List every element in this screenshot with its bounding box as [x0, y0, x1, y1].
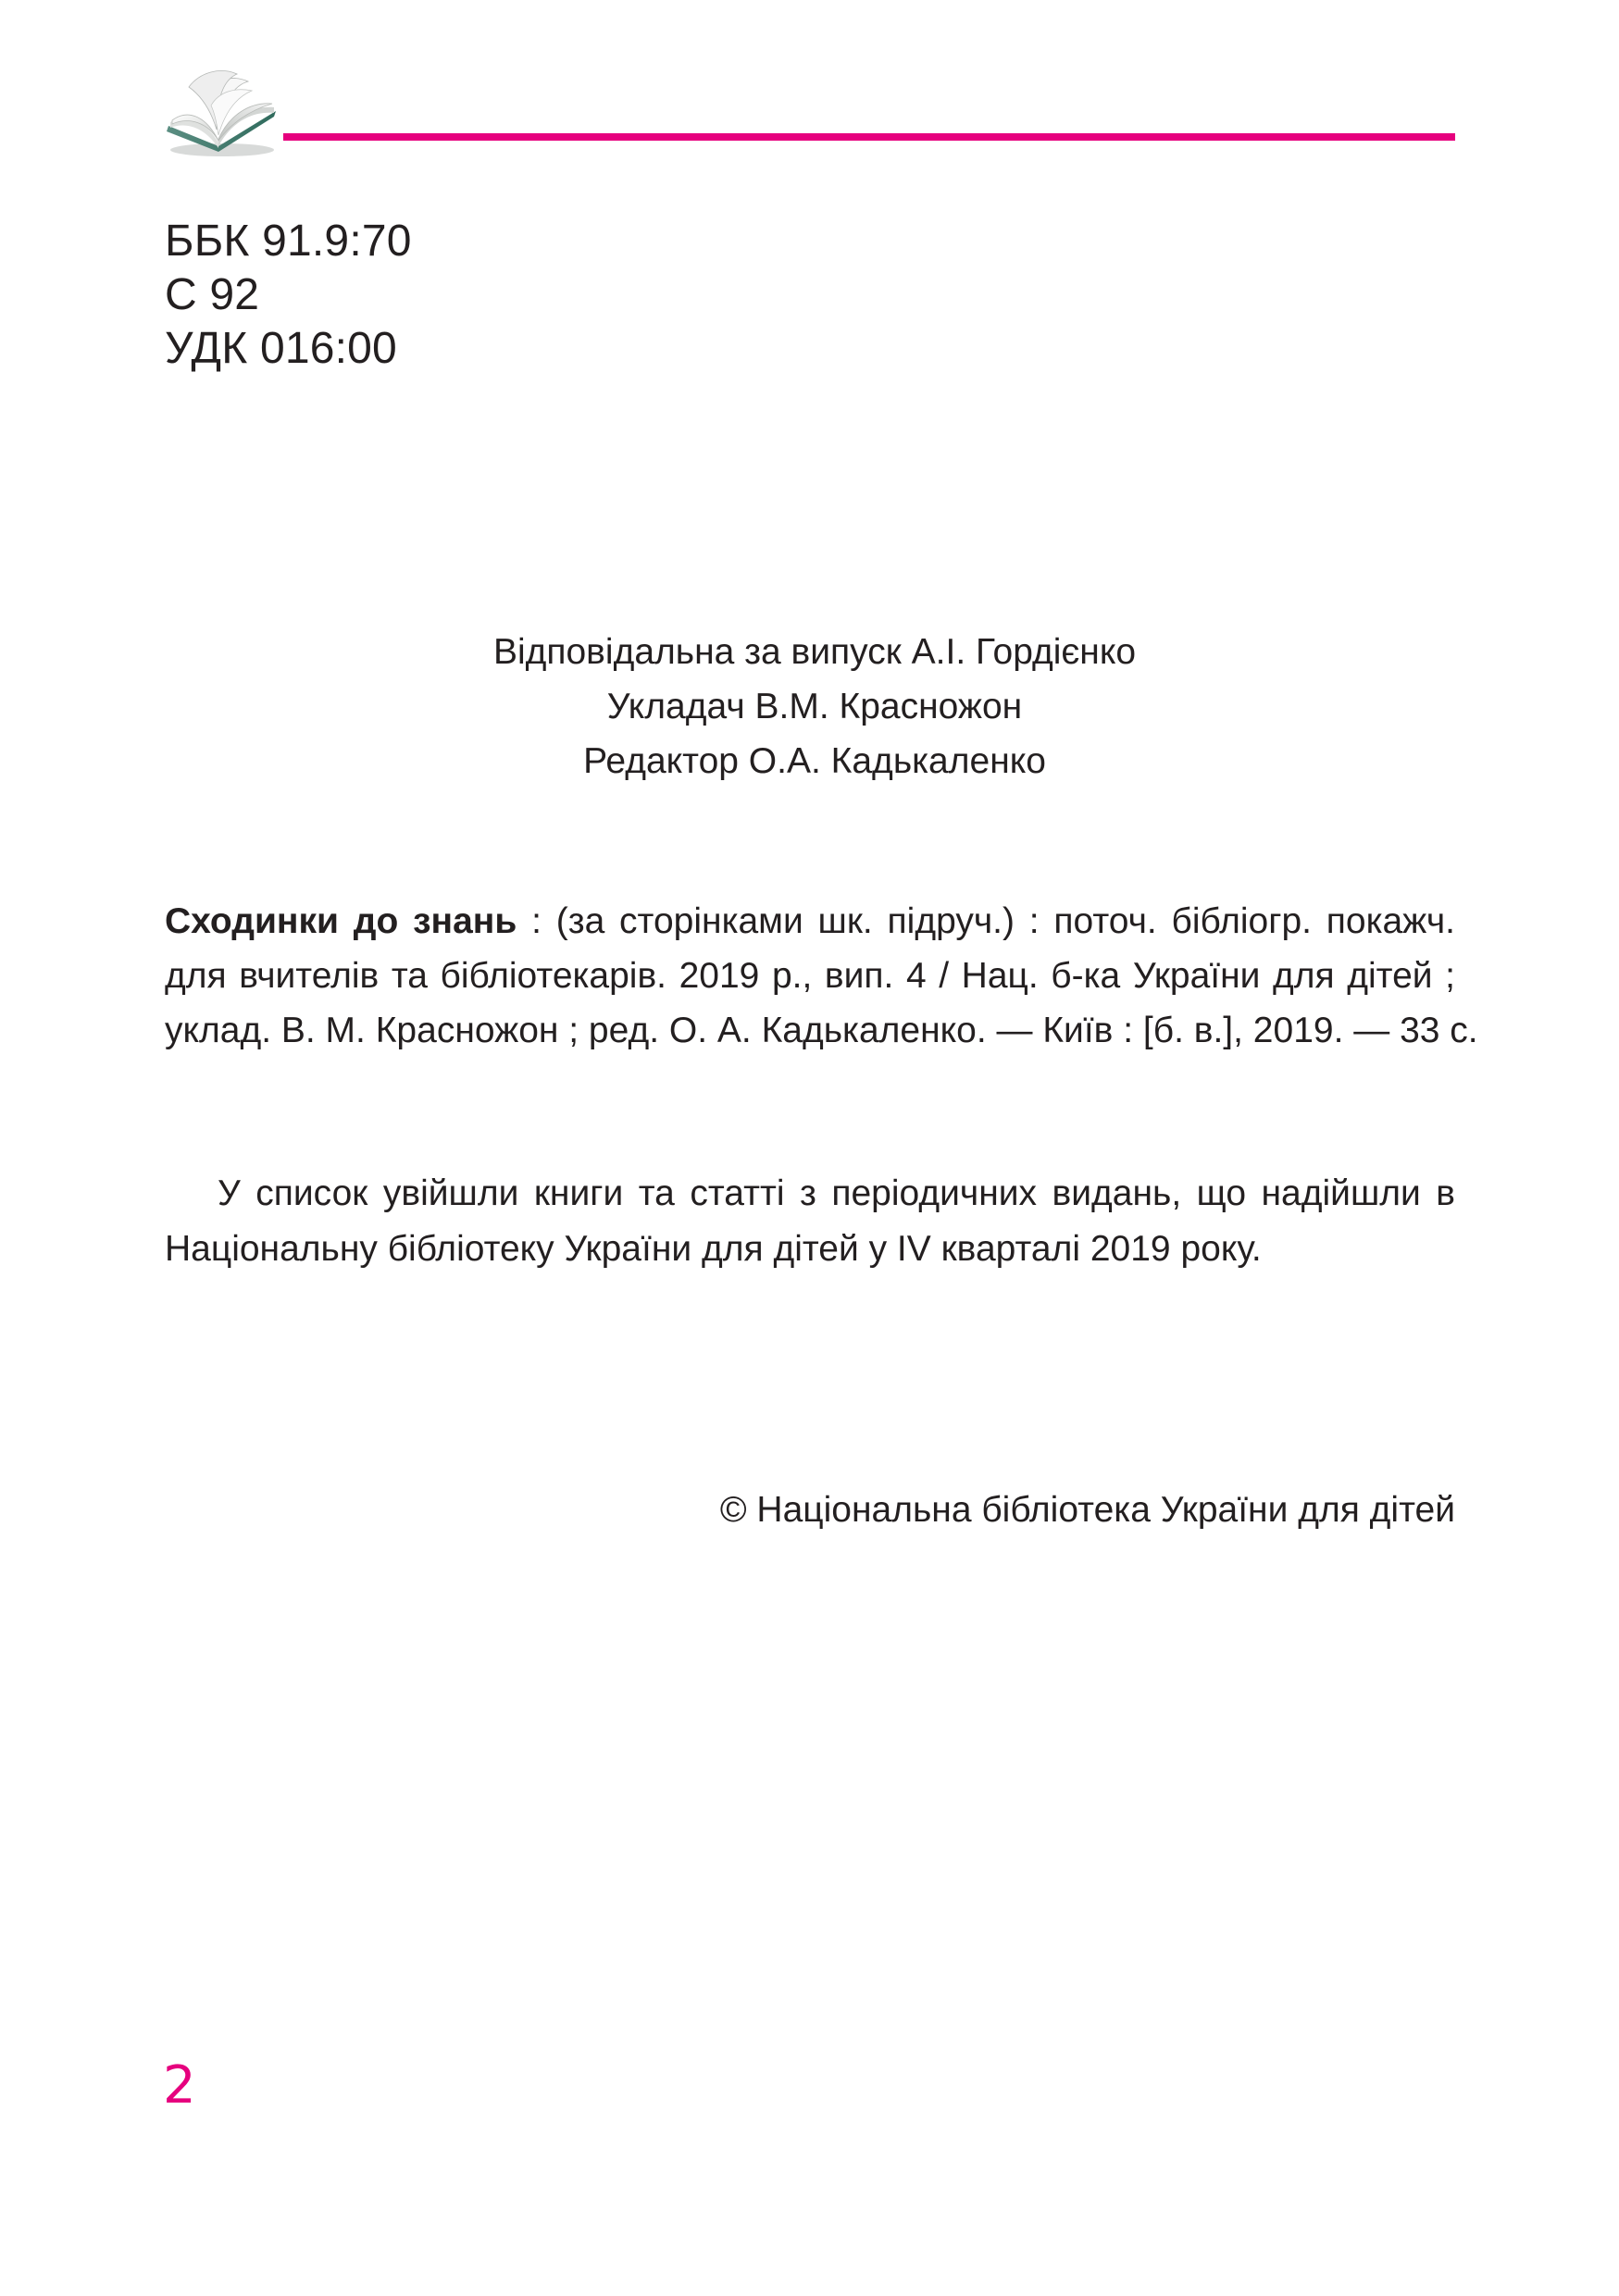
responsible-person: Відповідальна за випуск А.І. Гордієнко: [492, 632, 1137, 672]
annotation-paragraph: [165, 1166, 1455, 1277]
bib-line-1-rest: : (за сторінками шк. підруч.) : поточ. бібліогр. покажч.: [517, 901, 1455, 941]
annotation-line-2: Національну бібліотеку України для дітей у IV кварталі 2019 року.: [165, 1229, 1262, 1269]
bib-line-3: уклад. В. М. Красножон ; ред. О. А. Кадькаленко. — Київ : [б. в.], 2019. — 33 с.: [165, 1011, 1478, 1050]
classification-block: [165, 215, 412, 376]
bbk-code: ББК 91.9:70: [165, 217, 412, 266]
compiler: Укладач В.М. Красножон: [606, 687, 1023, 726]
bib-line-2: для вчителів та бібліотекарів. 2019 р., вип. 4 / Нац. б-ка України для дітей ;: [165, 956, 1455, 996]
copyright-notice: © Національна бібліотека України для дітей: [719, 1490, 1455, 1530]
header-rule: [283, 133, 1455, 141]
credits-block: [463, 625, 1166, 788]
page-number: 2: [163, 2055, 196, 2116]
bibliographic-record: [165, 894, 1478, 1058]
bib-title: Сходинки до знань: [165, 901, 517, 941]
bib-line-1: [165, 894, 1455, 949]
udk-code: УДК 016:00: [165, 324, 397, 373]
open-book-icon: [165, 68, 280, 161]
editor: Редактор О.А. Кадькаленко: [583, 741, 1046, 781]
annotation-line-1: У список увійшли книги та статті з періодичних видань, що надійшли в: [218, 1173, 1455, 1213]
author-mark: С 92: [165, 270, 260, 319]
